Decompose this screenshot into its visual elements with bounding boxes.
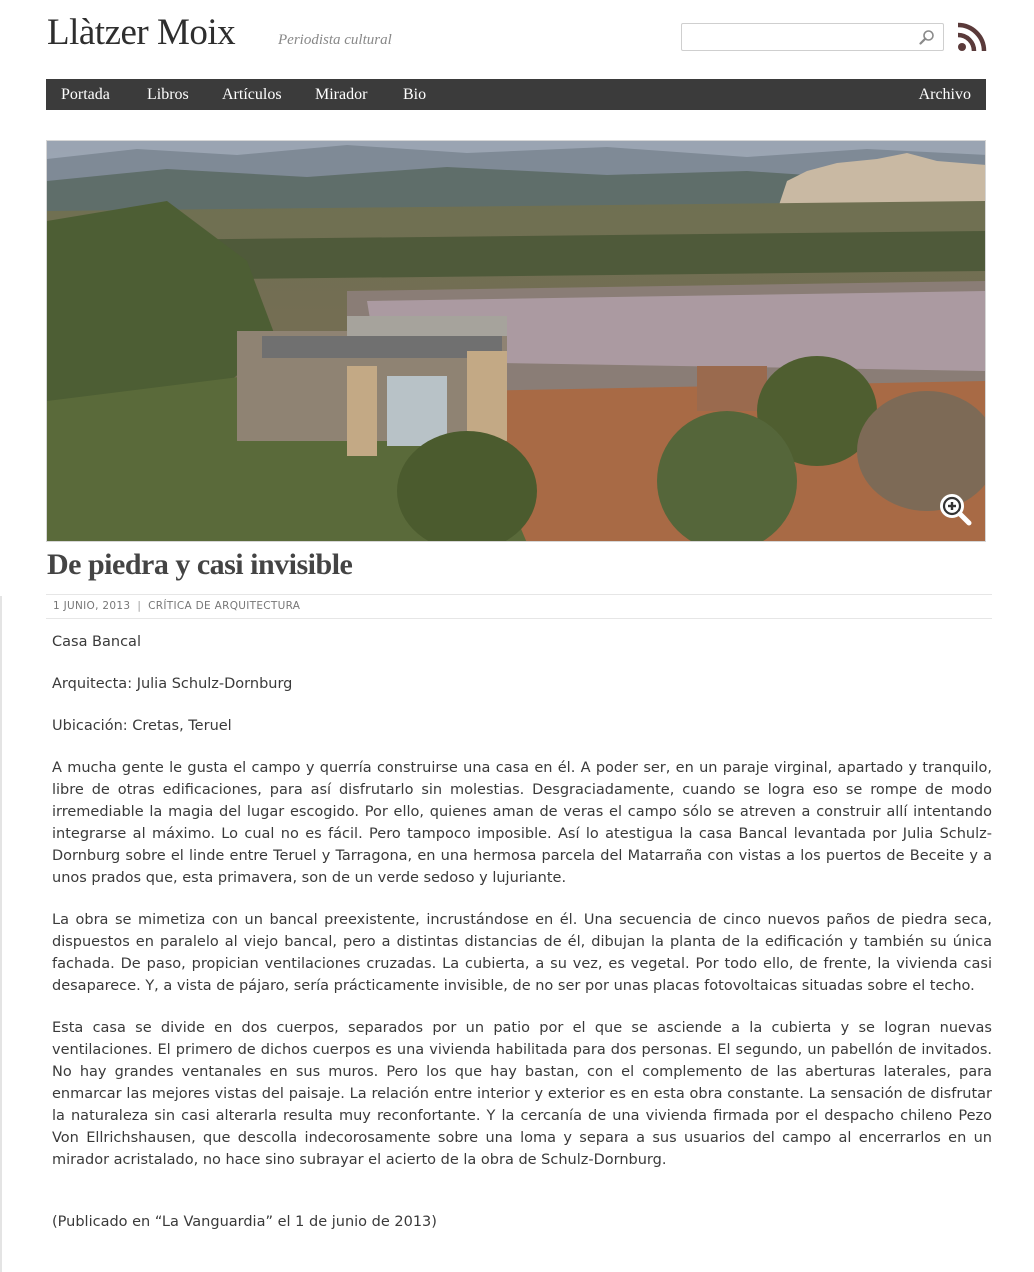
post-paragraph: Casa Bancal (52, 634, 141, 650)
nav-item-archivo[interactable]: Archivo (918, 86, 971, 103)
post-paragraph: Ubicación: Cretas, Teruel (52, 718, 232, 734)
nav-item-articulos[interactable]: Artículos (222, 86, 282, 103)
landscape-photo (47, 141, 986, 542)
nav-item-bio[interactable]: Bio (403, 86, 427, 103)
post-paragraph: Arquitecta: Julia Schulz-Dornburg (52, 676, 293, 692)
meta-divider-top (46, 594, 992, 595)
post-paragraph: La obra se mimetiza con un bancal preexistente, incrustándose en él. Una secuencia de cinco nuevos paños de piedra seca, dispuestos en paralelo al viejo bancal, pero a distintas distancias de él, dibujan la planta de la edificación y también su única fachada. De paso, propician ventilaciones cruzadas. La cubierta, a su vez, es vegetal. Por todo ello, de frente, la vivienda casi desaparece. Y, a vista de pájaro, sería prácticamente invisible, de no ser por unas placas fotovoltaicas situadas sobre el techo. (52, 912, 992, 994)
search-input[interactable] (688, 27, 908, 47)
site-tagline: Periodista cultural (278, 32, 392, 48)
nav-item-portada[interactable]: Portada (61, 86, 110, 103)
zoom-in-icon[interactable] (937, 491, 973, 527)
search-icon[interactable] (919, 29, 935, 45)
rss-icon[interactable] (957, 22, 987, 52)
meta-divider-bottom (46, 618, 992, 619)
post-title: De piedra y casi invisible (47, 548, 353, 581)
meta-separator: | (137, 600, 142, 612)
main-navigation (46, 79, 986, 110)
post-paragraph: Esta casa se divide en dos cuerpos, separados por un patio por el que se asciende a la cubierta y se logran nuevas ventilaciones. El primero de dichos cuerpos es una vivienda habilitada para dos personas. El segundo, un pabellón de invitados. No hay grandes ventanales en sus muros. Pero los que hay bastan, con el complemento de las aberturas laterales, para enmarcar las mejores vistas del paisaje. La relación entre interior y exterior es en esta obra constante. La sensación de disfrutar la naturaleza sin casi alterarla resulta muy reconfortante. Y la cercanía de una vivienda firmada por el despacho chileno Pezo Von Ellrichshausen, que descolla indecorosamente sobre una loma y separa a sus usuarios del campo al encerrarlos en un mirador acristalado, no hace sino subrayar el acierto de la obra de Schulz-Dornburg. (52, 1020, 992, 1168)
left-border-rule (0, 596, 2, 1272)
nav-item-mirador[interactable]: Mirador (315, 86, 368, 103)
post-meta (53, 600, 300, 612)
post-content (52, 631, 992, 1253)
post-paragraph: A mucha gente le gusta el campo y querría construirse una casa en él. A poder ser, en un paraje virginal, apartado y tranquilo, libre de otras edificaciones, para así disfrutarlo sin molestias. Desgraciadamente, cuando se logra eso se rompe de modo irremediable la magia del lugar escogido. Por ello, quienes aman de veras el campo sólo se atreven a construir allí intentando integrarse al máximo. Lo cual no es fácil. Pero tampoco imposible. Así lo atestigua la casa Bancal levantada por Julia Schulz-Dornburg sobre el linde entre Teruel y Tarragona, en una hermosa parcela del Matarraña con vistas a los puertos de Beceite y a unos prados que, esta primavera, son de un verde sedoso y lujuriante. (52, 760, 992, 886)
search-box[interactable] (681, 23, 944, 51)
site-title[interactable]: Llàtzer Moix (47, 12, 236, 53)
featured-image[interactable] (46, 140, 986, 542)
nav-item-libros[interactable]: Libros (147, 86, 189, 103)
post-date: 1 JUNIO, 2013 (53, 600, 131, 612)
publication-source: (Publicado en “La Vanguardia” el 1 de junio de 2013) (52, 1214, 437, 1230)
post-category-link[interactable]: CRÍTICA DE ARQUITECTURA (148, 600, 301, 612)
